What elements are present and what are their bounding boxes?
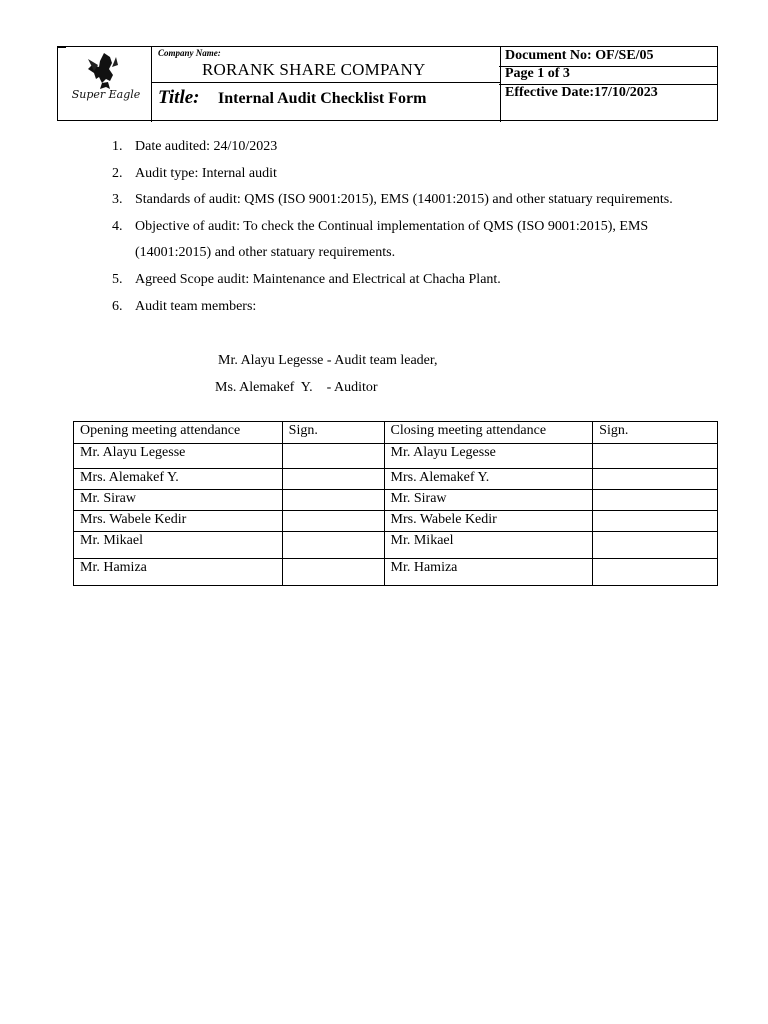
document-number: Document No: OF/SE/05 <box>499 48 717 67</box>
list-item: 5. Agreed Scope audit: Maintenance and Electrical at Chacha Plant. <box>112 271 501 287</box>
svg-text:Super Eagle: Super Eagle <box>71 88 141 101</box>
signature-cell <box>593 511 718 532</box>
list-item: 2. Audit type: Internal audit <box>112 165 277 181</box>
table-cell: Mrs. Alemakef Y. <box>74 469 283 490</box>
table-row <box>74 511 718 532</box>
company-name: RORANK SHARE COMPANY <box>202 60 426 79</box>
table-header-row <box>74 422 718 444</box>
table-cell: Mrs. Wabele Kedir <box>384 511 593 532</box>
signature-cell <box>593 490 718 511</box>
signature-cell <box>593 469 718 490</box>
column-header: Sign. <box>593 422 718 444</box>
document-title: Internal Audit Checklist Form <box>218 90 427 107</box>
audit-details-list <box>109 134 709 320</box>
table-row <box>74 532 718 559</box>
header-divider <box>152 82 500 83</box>
table-row <box>74 559 718 586</box>
table-cell: Mrs. Alemakef Y. <box>384 469 593 490</box>
table-cell: Mr. Mikael <box>74 532 283 559</box>
list-item: 3. Standards of audit: QMS (ISO 9001:2015), EMS (14001:2015) and other statuary requirements. <box>112 192 673 208</box>
signature-cell <box>282 469 384 490</box>
table-cell: Mr. Alayu Legesse <box>74 444 283 469</box>
team-member-auditor: Ms. Alemakef Y. - Auditor <box>215 380 378 395</box>
table-cell: Mrs. Wabele Kedir <box>74 511 283 532</box>
signature-cell <box>282 532 384 559</box>
table-cell: Mr. Hamiza <box>384 559 593 586</box>
page-number: Page 1 of 3 <box>499 66 717 85</box>
table-cell: Mr. Hamiza <box>74 559 283 586</box>
signature-cell <box>282 511 384 532</box>
table-row <box>74 444 718 469</box>
column-header: Sign. <box>282 422 384 444</box>
company-label: Company Name: <box>158 48 221 58</box>
signature-cell <box>282 444 384 469</box>
document-header <box>57 46 718 121</box>
table-cell: Mr. Mikael <box>384 532 593 559</box>
signature-cell <box>282 490 384 511</box>
table-row <box>74 490 718 511</box>
list-item: 1. Date audited: 24/10/2023 <box>112 139 278 154</box>
signature-cell <box>282 559 384 586</box>
logo-cell <box>57 47 152 121</box>
column-header: Opening meeting attendance <box>74 422 283 444</box>
header-middle <box>151 46 501 122</box>
column-header: Closing meeting attendance <box>384 422 593 444</box>
effective-date: Effective Date:17/10/2023 <box>505 85 658 100</box>
eagle-logo <box>66 49 146 109</box>
table-cell: Mr. Alayu Legesse <box>384 444 593 469</box>
attendance-table <box>73 421 718 586</box>
list-item: 4. Objective of audit: To check the Continual implementation of QMS (ISO 9001:2015), EMS (14001:2015) and other statuary requirements. <box>112 218 649 261</box>
team-member-leader: Mr. Alayu Legesse - Audit team leader, <box>218 353 438 368</box>
signature-cell <box>593 559 718 586</box>
title-label: Title: <box>158 87 200 108</box>
signature-cell <box>593 532 718 559</box>
list-item: 6. Audit team members: <box>112 298 257 314</box>
signature-cell <box>593 444 718 469</box>
table-row <box>74 469 718 490</box>
table-cell: Mr. Siraw <box>384 490 593 511</box>
header-right <box>499 47 717 121</box>
table-cell: Mr. Siraw <box>74 490 283 511</box>
